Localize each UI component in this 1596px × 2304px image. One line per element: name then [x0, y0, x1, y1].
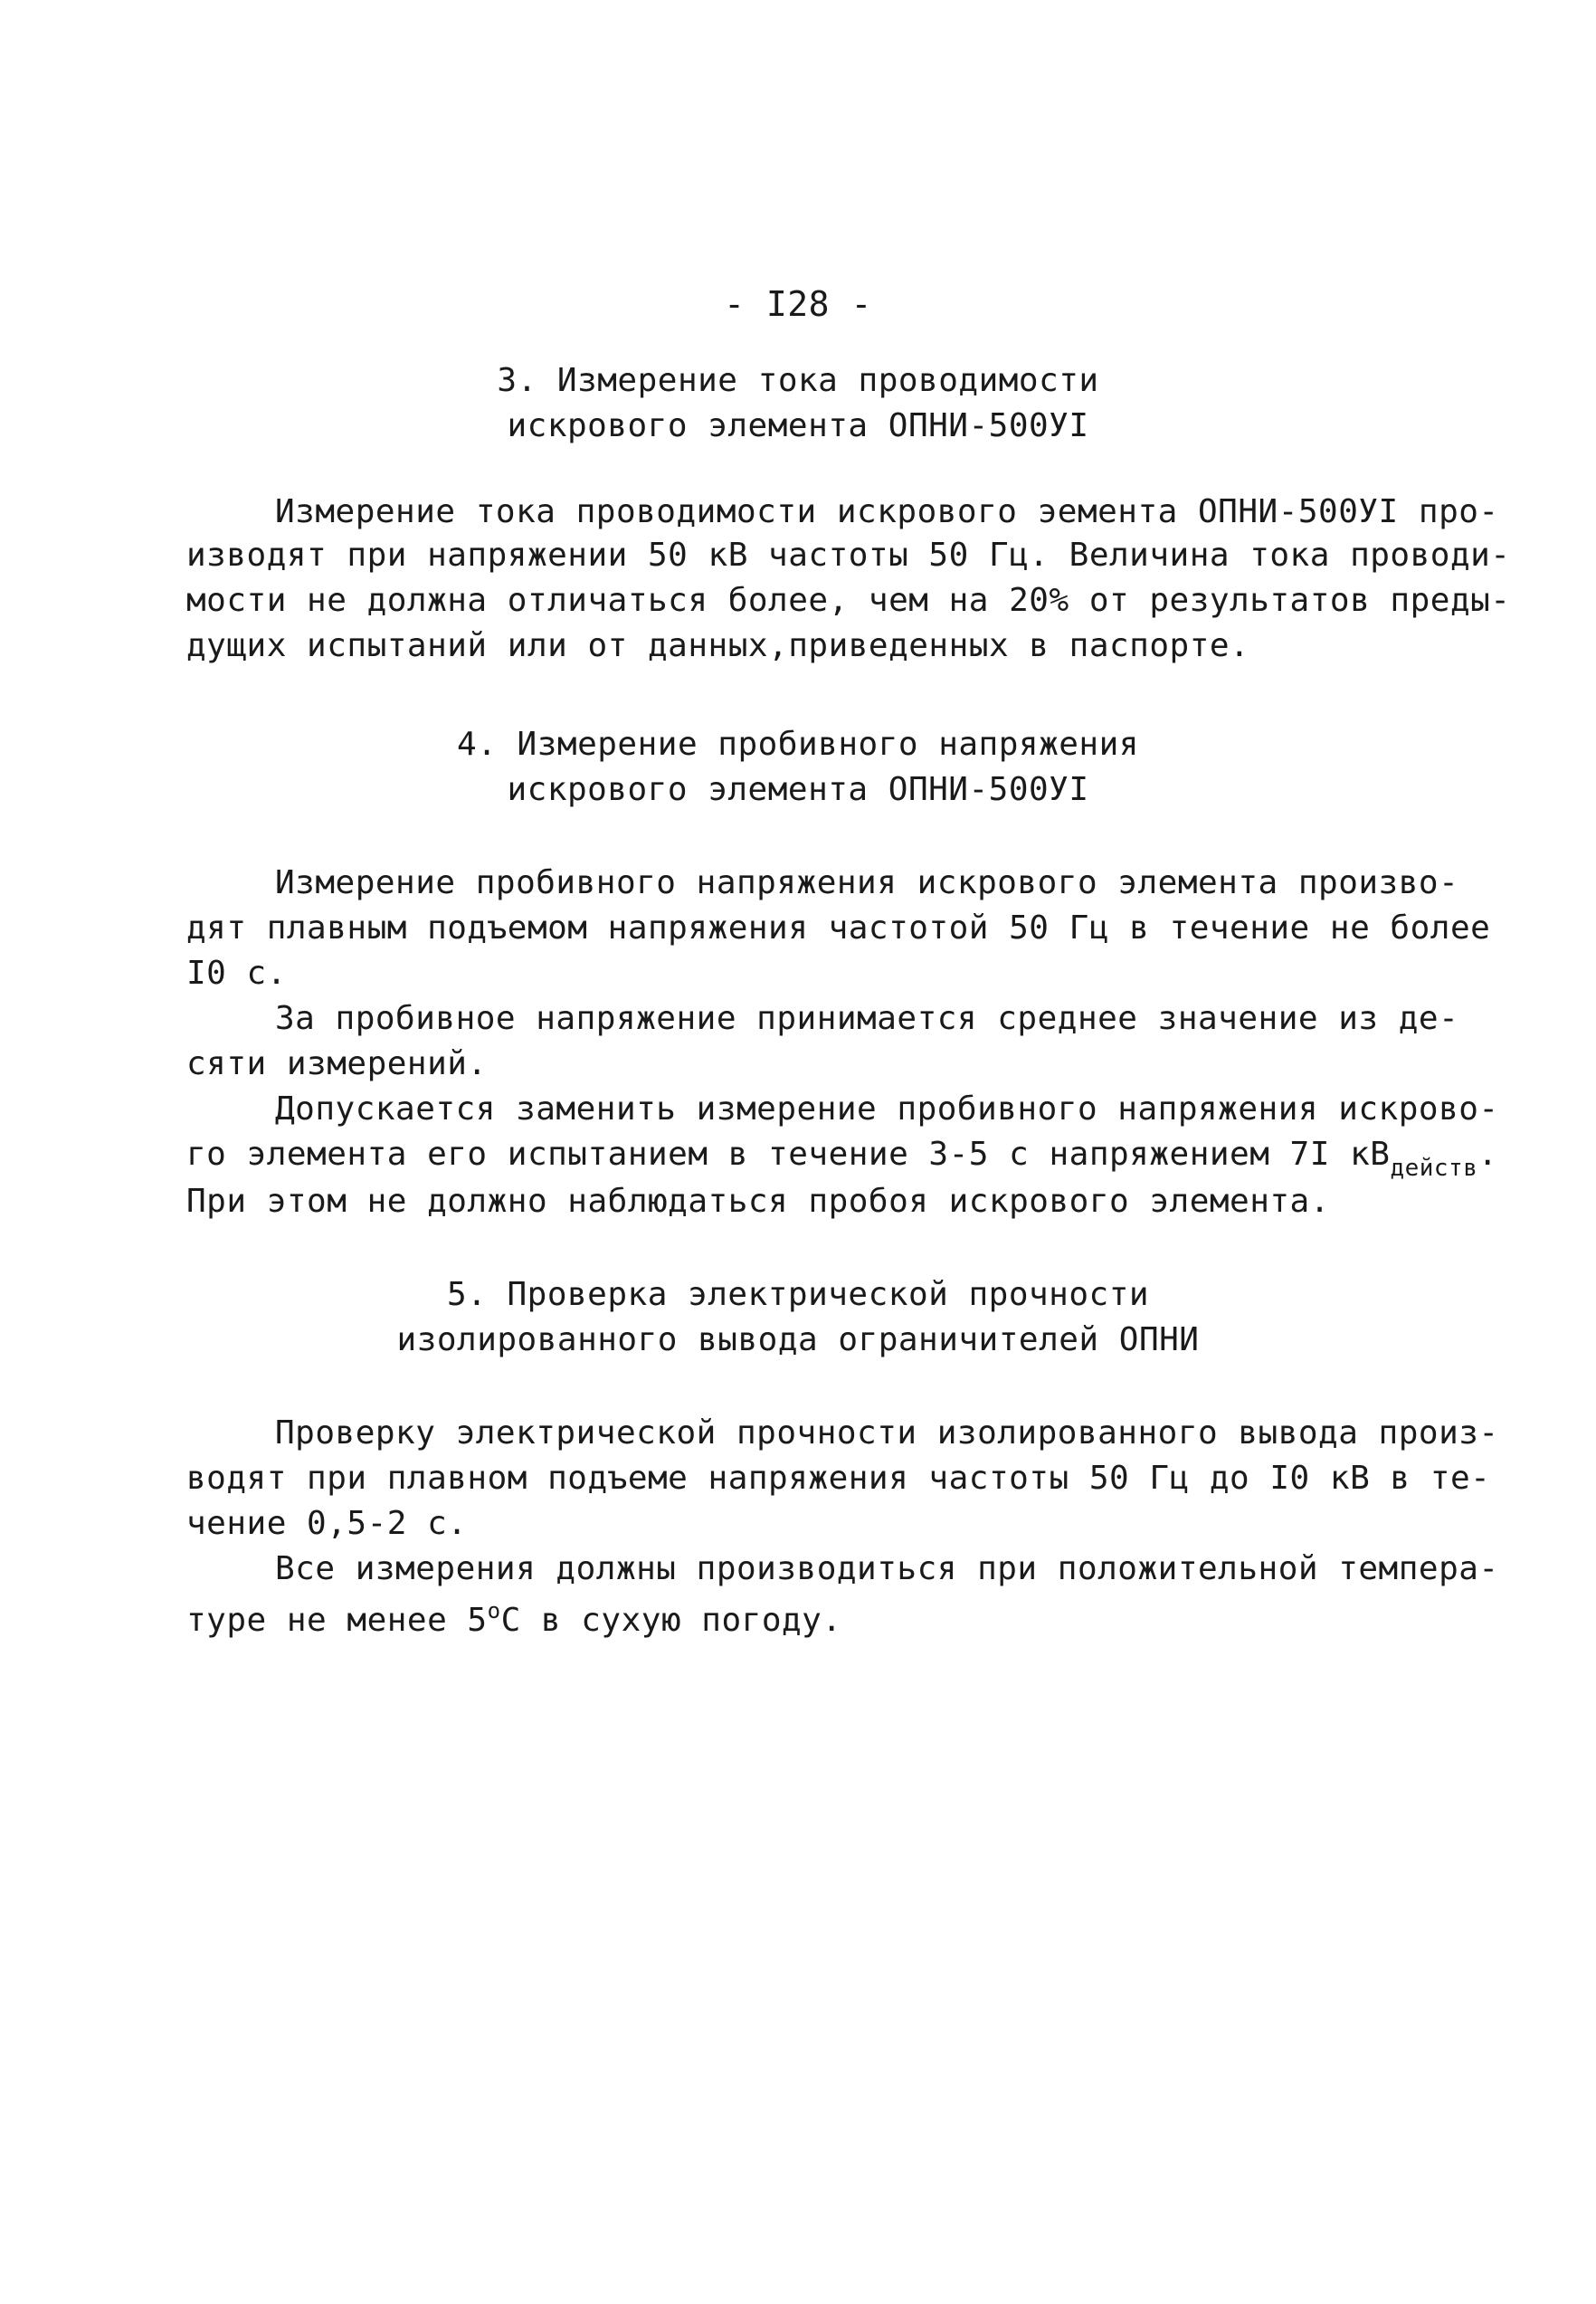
section-4-paragraph-line [186, 1138, 1498, 1180]
section-5-paragraph-line: Все измерения должны производиться при положительной темпера- [275, 1550, 1499, 1587]
section-3-heading-cont: искрового элемента ОПНИ-500УI [507, 407, 1089, 444]
section-5-paragraph-line [186, 1600, 842, 1637]
section-3-paragraph-line: Измерение тока проводимости искрового эемента ОПНИ-500УI про- [275, 493, 1499, 530]
text-run: С в сухую погоду. [500, 1602, 842, 1639]
section-4-paragraph-line: Допускается заменить измерение пробивного напряжения искрово- [275, 1090, 1499, 1128]
page-number: - I28 - [724, 284, 872, 324]
section-3-paragraph-line: мости не должна отличаться более, чем на 20% от результатов преды- [186, 582, 1511, 619]
section-3-heading: 3. Измерение тока проводимости [497, 362, 1099, 399]
section-3-paragraph-line: дущих испытаний или от данных,приведенных в паспорте. [186, 627, 1250, 664]
section-4-paragraph-line: Измерение пробивного напряжения искрового элемента произво- [275, 864, 1459, 901]
section-5-paragraph-line: чение 0,5-2 с. [186, 1505, 468, 1542]
section-4-paragraph-line: I0 с. [186, 955, 287, 992]
section-5-paragraph-line: водят при плавном подъеме напряжения частоты 50 Гц до I0 кВ в те- [186, 1460, 1491, 1497]
section-4-paragraph-line: сяти измерений. [186, 1045, 488, 1082]
text-run: туре не менее 5 [186, 1602, 488, 1639]
text-run: го элемента его испытанием в течение 3-5 с напряжением 7I кВ [186, 1136, 1391, 1173]
section-4-heading: 4. Измерение пробивного напряжения [457, 726, 1139, 763]
section-3-paragraph-line: изводят при напряжении 50 кВ частоты 50 Гц. Величина тока проводи- [186, 537, 1511, 574]
subscript-text: действ [1390, 1155, 1478, 1182]
section-5-heading: 5. Проверка электрической прочности [446, 1276, 1150, 1313]
section-4-paragraph-line: дят плавным подъемом напряжения частотой 50 Гц в течение не более [186, 909, 1491, 947]
text-run: . [1477, 1136, 1498, 1173]
section-4-paragraph-line: За пробивное напряжение принимается среднее значение из де- [275, 1000, 1459, 1037]
section-5-paragraph-line: Проверку электрической прочности изолированного вывода произ- [275, 1414, 1499, 1452]
degree-superscript: о [487, 1598, 501, 1623]
section-4-heading-cont: искрового элемента ОПНИ-500УI [507, 771, 1089, 808]
section-5-heading-cont: изолированного вывода ограничителей ОПНИ [396, 1321, 1200, 1358]
section-4-paragraph-line: При этом не должно наблюдаться пробоя искрового элемента. [186, 1183, 1330, 1220]
